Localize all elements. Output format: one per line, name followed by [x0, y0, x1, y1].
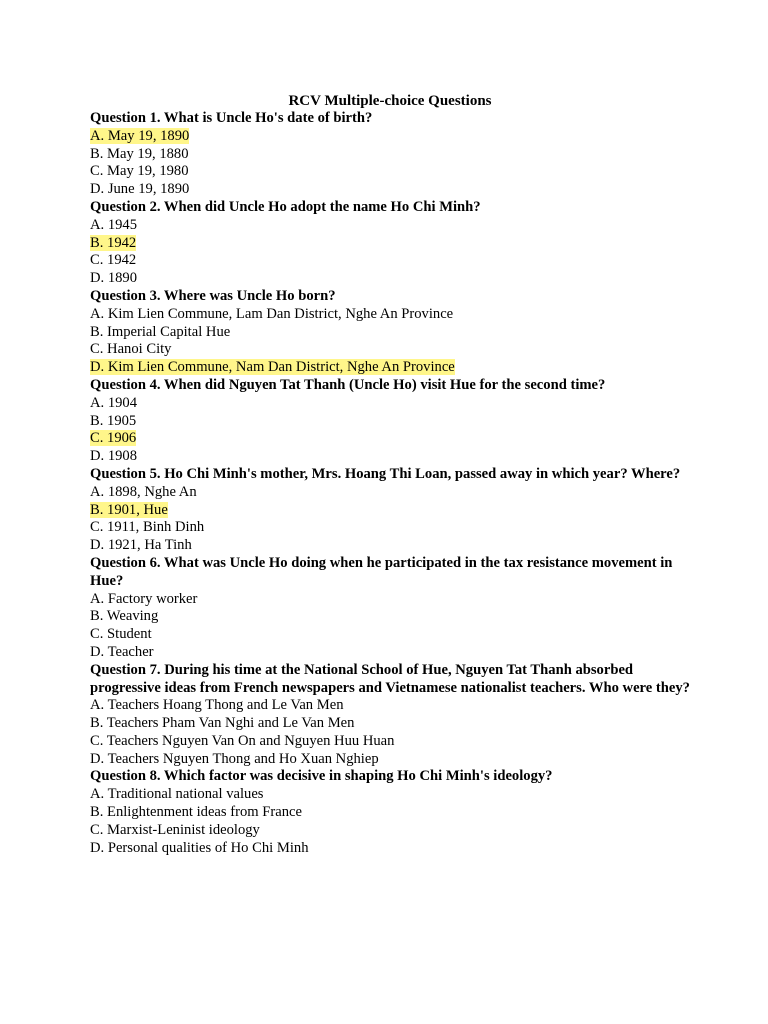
answer-option — [90, 733, 690, 751]
answer-text: A. 1945 — [90, 216, 138, 233]
highlighted-answer-text: D. Kim Lien Commune, Nam Dan District, Nghe An Province — [90, 359, 455, 376]
answer-text: B. Teachers Pham Van Nghi and Le Van Men — [90, 715, 355, 732]
answer-option — [90, 484, 690, 502]
answer-text: A. Kim Lien Commune, Lam Dan District, Nghe An Province — [90, 305, 454, 322]
highlighted-answer-text: B. 1942 — [90, 234, 137, 251]
answer-text: D. Teachers Nguyen Thong and Ho Xuan Nghiep — [90, 750, 379, 767]
answer-text: A. Factory worker — [90, 590, 198, 607]
question-text: Question 2. When did Uncle Ho adopt the name Ho Chi Minh? — [90, 198, 481, 215]
answer-text: D. 1921, Ha Tinh — [90, 537, 192, 554]
answer-option — [90, 217, 690, 235]
question-block — [90, 662, 690, 769]
question-text: Question 4. When did Nguyen Tat Thanh (Uncle Ho) visit Hue for the second time? — [90, 376, 606, 393]
answer-text: C. 1942 — [90, 252, 137, 269]
highlighted-answer-text: A. May 19, 1890 — [90, 127, 190, 144]
answer-option — [90, 644, 690, 662]
document-title: RCV Multiple-choice Questions — [288, 93, 492, 109]
answer-text: C. 1911, Binh Dinh — [90, 519, 205, 536]
answer-text: A. 1898, Nghe An — [90, 483, 197, 500]
answer-text: B. Imperial Capital Hue — [90, 323, 231, 340]
answer-option — [90, 591, 690, 609]
answer-text: B. 1905 — [90, 412, 137, 429]
answer-option — [90, 751, 690, 769]
answer-option — [90, 840, 690, 858]
answer-option — [90, 608, 690, 626]
answer-option — [90, 448, 690, 466]
answer-option — [90, 146, 690, 164]
answer-text: C. Student — [90, 626, 152, 643]
question-text: Question 7. During his time at the National School of Hue, Nguyen Tat Thanh absorbed progressive ideas from French newspapers and Vietnamese nationalist teachers. Who were they? — [90, 661, 690, 696]
question-block — [90, 555, 690, 662]
question-text: Question 3. Where was Uncle Ho born? — [90, 287, 336, 304]
answer-text: C. Teachers Nguyen Van On and Nguyen Huu Huan — [90, 732, 395, 749]
question-block — [90, 768, 690, 857]
answer-option — [90, 163, 690, 181]
question-list — [90, 110, 690, 857]
answer-text: A. 1904 — [90, 394, 138, 411]
answer-option — [90, 128, 690, 146]
question-block — [90, 377, 690, 466]
question-text: Question 8. Which factor was decisive in shaping Ho Chi Minh's ideology? — [90, 768, 553, 785]
answer-option — [90, 252, 690, 270]
answer-text: A. Teachers Hoang Thong and Le Van Men — [90, 697, 344, 714]
answer-option — [90, 235, 690, 253]
answer-text: D. Personal qualities of Ho Chi Minh — [90, 839, 309, 856]
answer-option — [90, 413, 690, 431]
answer-option — [90, 519, 690, 537]
answer-option — [90, 715, 690, 733]
answer-option — [90, 822, 690, 840]
highlighted-answer-text: B. 1901, Hue — [90, 501, 168, 518]
question-block — [90, 466, 690, 555]
answer-text: C. Hanoi City — [90, 341, 172, 358]
answer-option — [90, 270, 690, 288]
question-text: Question 5. Ho Chi Minh's mother, Mrs. Hoang Thi Loan, passed away in which year? Where? — [90, 465, 681, 482]
answer-text: B. May 19, 1880 — [90, 145, 189, 162]
document-body — [90, 92, 690, 857]
question-block — [90, 110, 690, 199]
answer-option — [90, 324, 690, 342]
question-block — [90, 288, 690, 377]
highlighted-answer-text: C. 1906 — [90, 430, 137, 447]
answer-option — [90, 359, 690, 377]
answer-option — [90, 697, 690, 715]
answer-text: D. 1890 — [90, 270, 138, 287]
answer-text: B. Weaving — [90, 608, 159, 625]
question-block — [90, 199, 690, 288]
answer-option — [90, 430, 690, 448]
answer-option — [90, 181, 690, 199]
answer-text: B. Enlightenment ideas from France — [90, 804, 302, 821]
answer-text: C. May 19, 1980 — [90, 163, 189, 180]
answer-text: D. 1908 — [90, 448, 138, 465]
answer-option — [90, 537, 690, 555]
answer-text: D. June 19, 1890 — [90, 181, 190, 198]
question-text: Question 1. What is Uncle Ho's date of birth? — [90, 110, 373, 126]
answer-option — [90, 395, 690, 413]
answer-text: A. Traditional national values — [90, 786, 264, 803]
answer-option — [90, 502, 690, 520]
answer-text: C. Marxist-Leninist ideology — [90, 821, 260, 838]
question-text: Question 6. What was Uncle Ho doing when he participated in the tax resistance movement in Hue? — [90, 554, 673, 589]
answer-option — [90, 306, 690, 324]
answer-option — [90, 786, 690, 804]
answer-option — [90, 626, 690, 644]
answer-option — [90, 341, 690, 359]
answer-option — [90, 804, 690, 822]
answer-text: D. Teacher — [90, 643, 154, 660]
